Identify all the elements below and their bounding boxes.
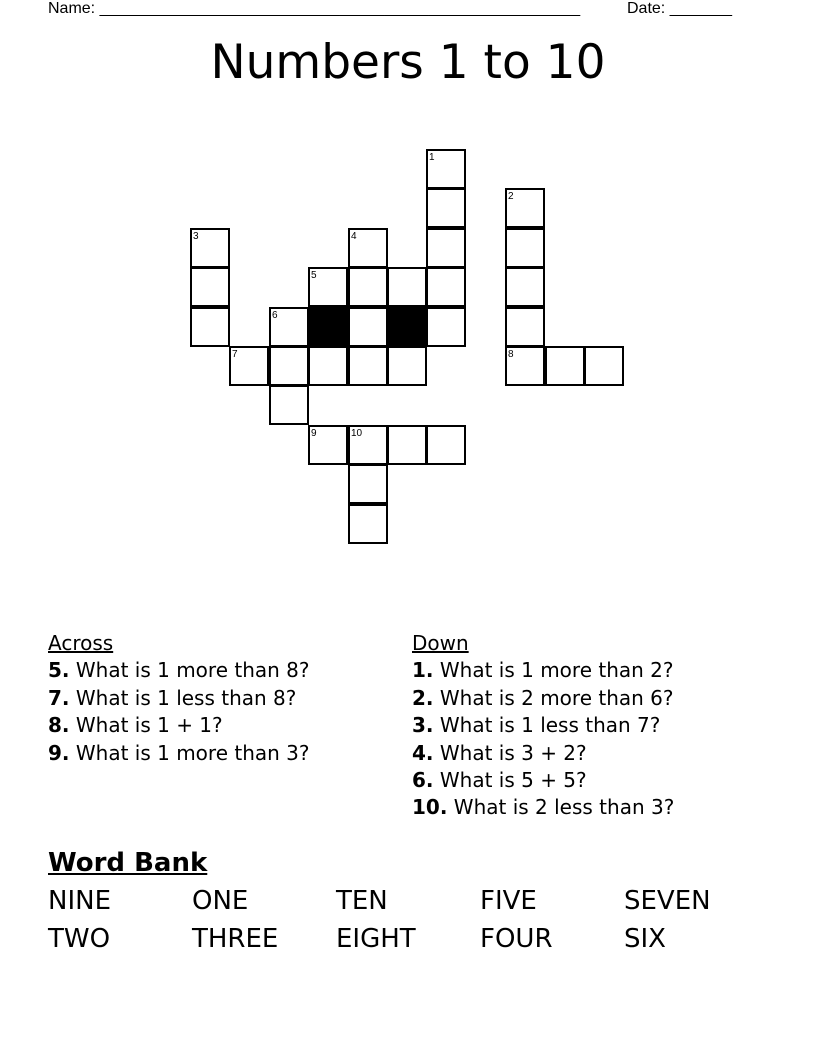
grid-cell[interactable] [426, 188, 466, 228]
grid-cell[interactable] [308, 267, 348, 307]
clue-number: 5. [48, 658, 70, 683]
grid-cell[interactable] [545, 346, 585, 386]
grid-cell[interactable] [426, 267, 466, 307]
cell-number: 2 [508, 191, 514, 202]
word-bank-word: ONE [192, 886, 249, 916]
across-clue [48, 712, 310, 739]
clue-text: What is 3 + 2? [433, 740, 587, 765]
word-bank-word: TWO [48, 924, 111, 954]
clue-text: What is 2 less than 3? [447, 795, 675, 820]
clue-text: What is 1 + 1? [69, 713, 223, 738]
word-bank-word: SIX [624, 924, 666, 954]
grid-cell[interactable] [387, 267, 427, 307]
grid-cell[interactable] [426, 307, 466, 347]
down-clue [412, 740, 674, 767]
clue-text: What is 1 less than 8? [69, 685, 297, 710]
clue-number: 4. [412, 740, 434, 765]
word-bank-word: SEVEN [624, 886, 711, 916]
clue-number: 6. [412, 768, 434, 793]
grid-cell[interactable] [269, 346, 309, 386]
down-heading: Down [412, 631, 469, 655]
page-title: Numbers 1 to 10 [210, 35, 606, 90]
cell-number: 10 [351, 428, 363, 439]
word-bank-word: FOUR [480, 924, 553, 954]
grid-cell[interactable] [348, 267, 388, 307]
grid-cell[interactable] [584, 346, 624, 386]
word-bank-word: NINE [48, 886, 111, 916]
down-clue [412, 794, 674, 821]
black-cell [308, 307, 348, 347]
down-clue [412, 685, 674, 712]
date-field-label: Date: _______ [627, 0, 732, 17]
across-clues [48, 630, 310, 767]
clue-number: 7. [48, 685, 70, 710]
clue-text: What is 1 less than 7? [433, 713, 661, 738]
across-clue [48, 657, 310, 684]
clue-text: What is 1 more than 2? [433, 658, 674, 683]
cell-number: 7 [232, 349, 238, 360]
cell-number: 9 [311, 428, 317, 439]
word-bank-word: THREE [192, 924, 279, 954]
grid-cell[interactable] [190, 267, 230, 307]
grid-cell[interactable] [348, 425, 388, 465]
down-clues [412, 630, 674, 822]
clue-text: What is 1 more than 3? [69, 740, 310, 765]
grid-cell[interactable] [505, 307, 545, 347]
grid-cell[interactable] [269, 307, 309, 347]
clue-text: What is 5 + 5? [433, 768, 587, 793]
grid-cell[interactable] [348, 346, 388, 386]
name-field-label: Name: ______________________________________________________ [48, 0, 581, 17]
cell-number: 4 [351, 231, 357, 242]
cell-number: 3 [193, 231, 199, 242]
grid-cell[interactable] [426, 149, 466, 189]
black-cell [387, 307, 427, 347]
grid-cell[interactable] [229, 346, 269, 386]
clue-number: 10. [412, 795, 448, 820]
across-heading: Across [48, 631, 114, 655]
grid-cell[interactable] [387, 425, 427, 465]
grid-cell[interactable] [348, 228, 388, 268]
grid-cell[interactable] [190, 307, 230, 347]
down-clue [412, 657, 674, 684]
cell-number: 5 [311, 270, 317, 281]
grid-cell[interactable] [348, 307, 388, 347]
clue-number: 1. [412, 658, 434, 683]
grid-cell[interactable] [387, 346, 427, 386]
clue-number: 2. [412, 685, 434, 710]
down-clue [412, 712, 674, 739]
word-bank-word: TEN [336, 886, 388, 916]
grid-cell[interactable] [269, 385, 309, 425]
grid-cell[interactable] [190, 228, 230, 268]
clue-number: 3. [412, 713, 434, 738]
grid-cell[interactable] [505, 188, 545, 228]
grid-cell[interactable] [348, 464, 388, 504]
clue-number: 8. [48, 713, 70, 738]
word-bank-title: Word Bank [48, 848, 208, 878]
clue-number: 9. [48, 740, 70, 765]
clue-text: What is 1 more than 8? [69, 658, 310, 683]
grid-cell[interactable] [308, 346, 348, 386]
grid-cell[interactable] [505, 228, 545, 268]
grid-cell[interactable] [505, 346, 545, 386]
down-clue [412, 767, 674, 794]
grid-cell[interactable] [348, 504, 388, 544]
across-clue [48, 685, 310, 712]
cell-number: 1 [429, 152, 435, 163]
word-bank-word: FIVE [480, 886, 537, 916]
clue-text: What is 2 more than 6? [433, 685, 674, 710]
grid-cell[interactable] [505, 267, 545, 307]
word-bank-word: EIGHT [336, 924, 416, 954]
across-clue [48, 740, 310, 767]
cell-number: 8 [508, 349, 514, 360]
grid-cell[interactable] [426, 228, 466, 268]
grid-cell[interactable] [426, 425, 466, 465]
cell-number: 6 [272, 310, 278, 321]
grid-cell[interactable] [308, 425, 348, 465]
